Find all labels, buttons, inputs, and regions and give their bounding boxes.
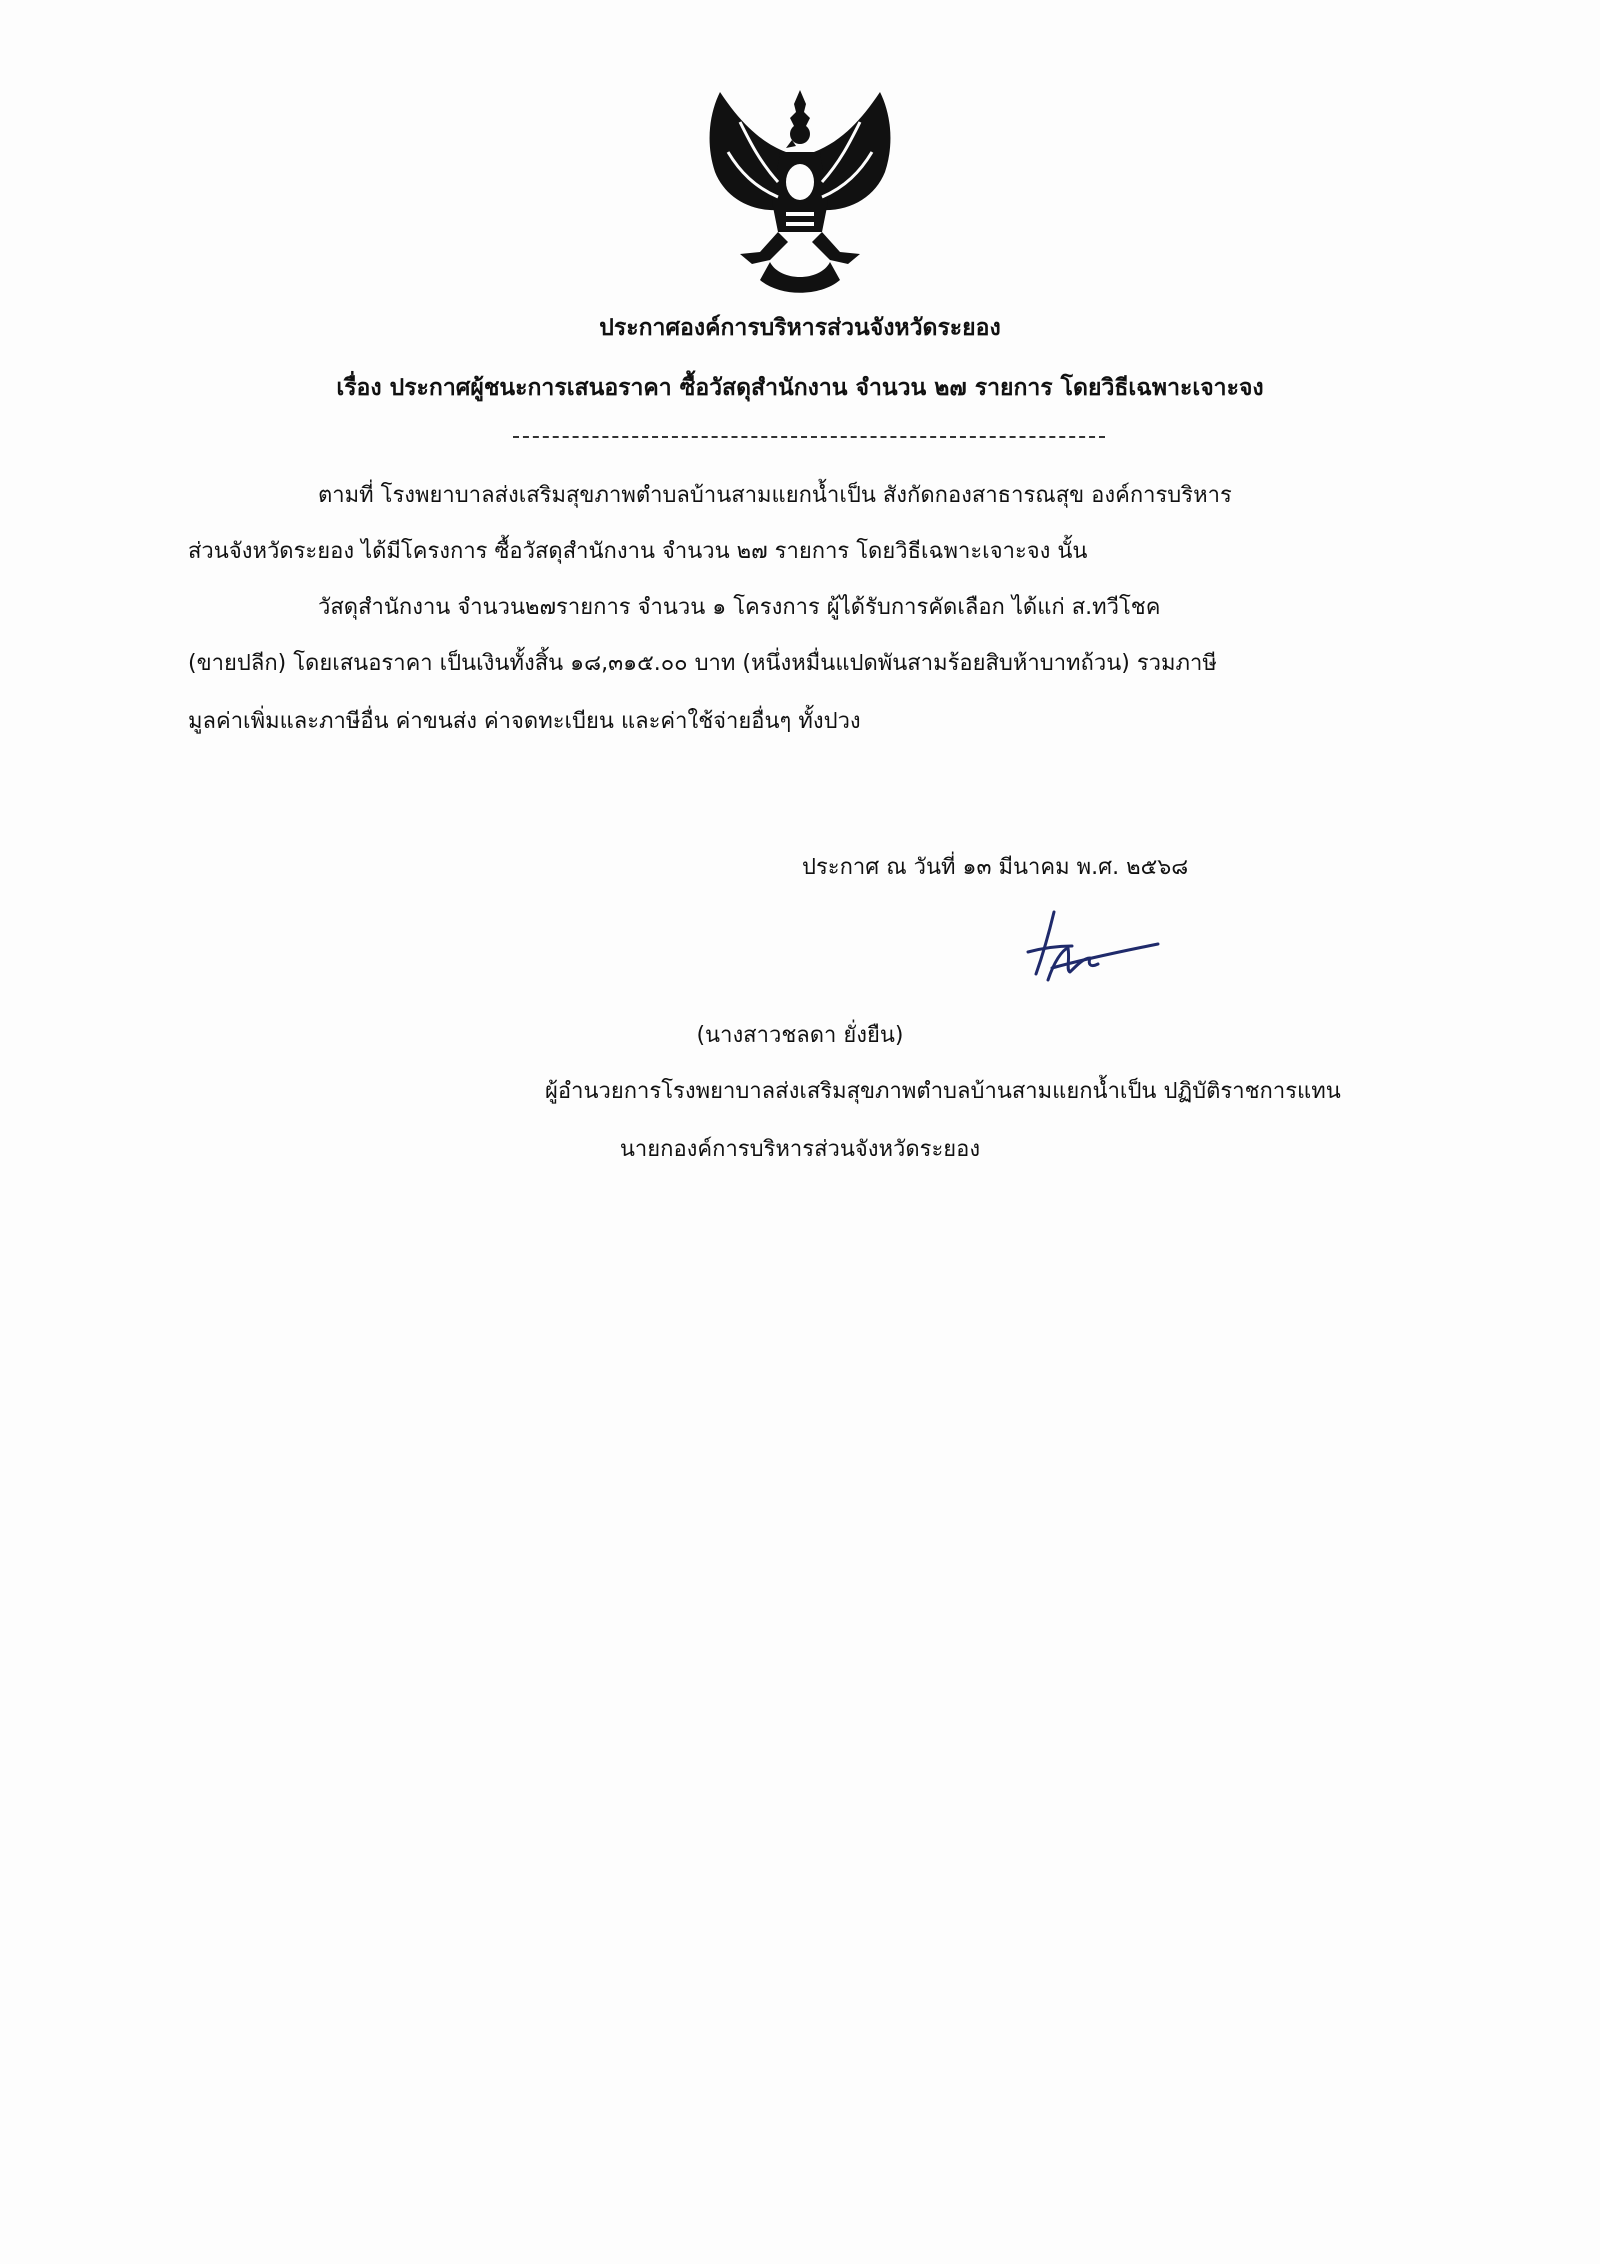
- signer-name: (นางสาวชลดา ยั่งยืน): [696, 1023, 904, 1048]
- paragraph-2-line-1: วัสดุสำนักงาน จำนวน๒๗รายการ จำนวน ๑ โครงการ ผู้ได้รับการคัดเลือก ได้แก่ ส.ทวีโชค: [318, 595, 1161, 620]
- signer-position-line-2: นายกองค์การบริหารส่วนจังหวัดระยอง: [619, 1137, 981, 1162]
- handwritten-signature: [1008, 902, 1168, 992]
- paragraph-1-line-2: ส่วนจังหวัดระยอง ได้มีโครงการ ซื้อวัสดุสำนักงาน จำนวน ๒๗ รายการ โดยวิธีเฉพาะเจาะจง นั้น: [188, 539, 1088, 564]
- paragraph-2-line-3: มูลค่าเพิ่มและภาษีอื่น ค่าขนส่ง ค่าจดทะเบียน และค่าใช้จ่ายอื่นๆ ทั้งปวง: [188, 709, 861, 734]
- announcement-date: ประกาศ ณ วันที่ ๑๓ มีนาคม พ.ศ. ๒๕๖๘: [802, 855, 1189, 880]
- separator-line: [513, 436, 1105, 438]
- signer-position-line-1: ผู้อำนวยการโรงพยาบาลส่งเสริมสุขภาพตำบลบ้านสามแยกน้ำเป็น ปฏิบัติราชการแทน: [545, 1079, 1341, 1104]
- document-subject: เรื่อง ประกาศผู้ชนะการเสนอราคา ซื้อวัสดุสำนักงาน จำนวน ๒๗ รายการ โดยวิธีเฉพาะเจาะจง: [336, 375, 1264, 401]
- document-title: ประกาศองค์การบริหารส่วนจังหวัดระยอง: [599, 315, 1001, 341]
- paragraph-1-line-1: ตามที่ โรงพยาบาลส่งเสริมสุขภาพตำบลบ้านสามแยกน้ำเป็น สังกัดกองสาธารณสุข องค์การบริหาร: [318, 483, 1232, 508]
- paragraph-2-line-2: (ขายปลีก) โดยเสนอราคา เป็นเงินทั้งสิ้น ๑๘,๓๑๕.๐๐ บาท (หนึ่งหมื่นแปดพันสามร้อยสิบห้าบาทถ้วน) รวมภาษี: [188, 651, 1217, 676]
- garuda-emblem-icon: [700, 82, 900, 297]
